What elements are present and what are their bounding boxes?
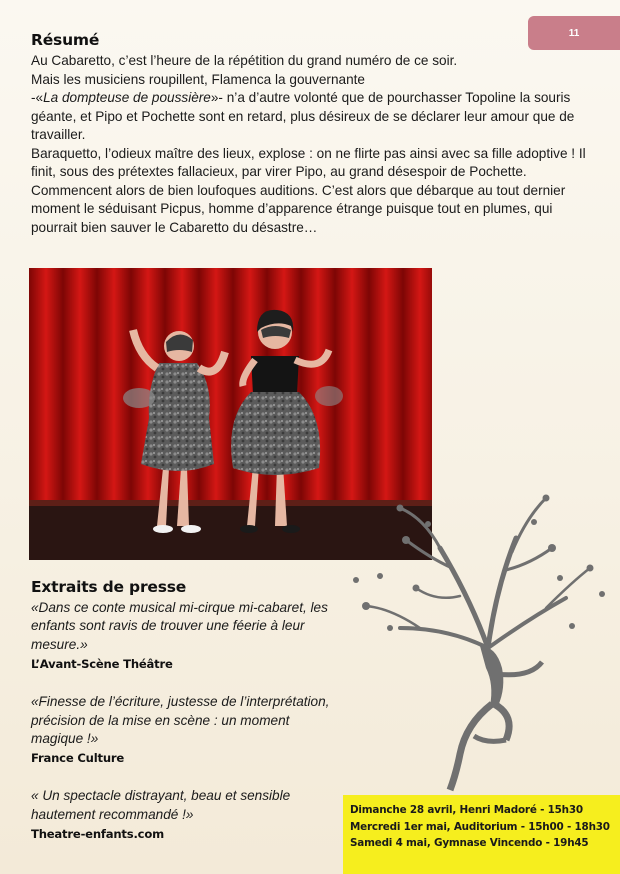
tree-dancer-illustration bbox=[320, 478, 620, 796]
press-title: Extraits de presse bbox=[31, 578, 187, 596]
press-quote: « Un spectacle distrayant, beau et sensible hautement recommandé !» bbox=[31, 788, 291, 822]
press-quote: «Finesse de l’écriture, justesse de l’interprétation, précision de la mise en scène : un moment magique !» bbox=[31, 694, 330, 747]
quote-open: -« bbox=[31, 90, 44, 105]
press-quotes bbox=[31, 599, 331, 863]
press-item bbox=[31, 599, 331, 671]
resume-paragraph-2b bbox=[31, 89, 591, 145]
performance-date: Dimanche 28 avril, Henri Madoré - 15h30 bbox=[350, 804, 583, 816]
resume-paragraph-2a: Mais les musiciens roupillent, Flamenca la gouvernante bbox=[31, 71, 365, 87]
resume-paragraph-1: Au Cabaretto, c’est l’heure de la répétition du grand numéro de ce soir. bbox=[31, 53, 458, 68]
performance-dates-box bbox=[343, 795, 620, 874]
press-source: Theatre-enfants.com bbox=[31, 827, 164, 842]
performance-date: Samedi 4 mai, Gymnase Vincendo - 19h45 bbox=[350, 837, 589, 849]
press-quote: «Dans ce conte musical mi-cirque mi-cabaret, les enfants sont ravis de trouver une féerie à leur mesure.» bbox=[31, 600, 328, 652]
resume-text bbox=[31, 52, 591, 237]
character-nickname: La dompteuse de poussière bbox=[43, 90, 211, 105]
resume-paragraph-2b-rest: »- n’a d’autre volonté que de pourchasser Topoline la souris géante, et Pipo et Pochette sont en retard, plus désireux de se déclarer leur amour que de travailler. bbox=[31, 90, 575, 142]
press-item bbox=[31, 787, 331, 841]
performance-date: Mercredi 1er mai, Auditorium - 15h00 - 18h30 bbox=[350, 820, 610, 833]
press-source: L’Avant-Scène Théâtre bbox=[31, 657, 173, 672]
resume-paragraph-3: Baraquetto, l’odieux maître des lieux, explose : on ne flirte pas ainsi avec sa fille adoptive ! Il finit, sous des prétextes fallacieux, par virer Pipo, au grand désespoir de Pochette. bbox=[31, 145, 586, 179]
press-item bbox=[31, 693, 331, 765]
page-number-tab bbox=[528, 16, 620, 50]
page-number: 11 bbox=[568, 27, 580, 39]
resume-title: Résumé bbox=[31, 31, 100, 49]
resume-paragraph-4: Commencent alors de bien loufoques auditions. C’est alors que débarque au tout dernier moment le séduisant Picpus, homme d’apparence étrange puisque tout en plumes, qui pourrait bien sauver le Cabaretto du désastre… bbox=[31, 182, 566, 235]
press-source: France Culture bbox=[31, 751, 125, 766]
